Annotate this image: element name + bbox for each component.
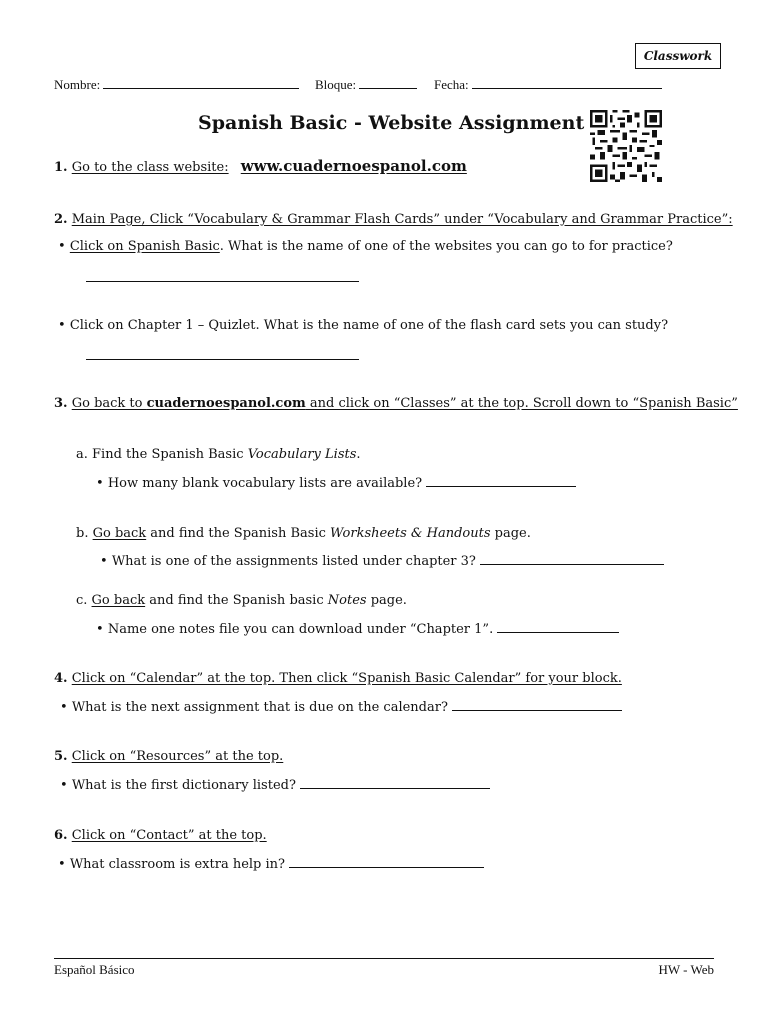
q3-b-post: page.	[490, 526, 531, 541]
nombre-field[interactable]	[103, 76, 299, 89]
q5-bullet	[60, 776, 490, 794]
q6-question: What classroom is extra help in?	[69, 857, 285, 872]
q2-answer-2[interactable]	[86, 345, 359, 364]
bullet-dot: •	[58, 239, 70, 254]
q3-pre: Go back to	[71, 396, 147, 411]
q3-number: 3.	[54, 396, 68, 411]
question-1	[54, 158, 467, 176]
q3-c-pre: c.	[76, 593, 92, 608]
question-5	[54, 749, 283, 765]
question-6	[54, 828, 267, 844]
q2-bullet-2	[58, 318, 668, 334]
q3-b-link: Go back	[92, 526, 147, 541]
bullet-dot: •	[96, 476, 108, 491]
bloque-row	[315, 76, 417, 93]
question-4	[54, 671, 622, 687]
q3-part-a	[76, 447, 361, 463]
question-3	[54, 396, 738, 412]
q3-c-em: Notes	[327, 593, 367, 608]
q1-number: 1.	[54, 160, 68, 175]
q2-b2-text: Click on Chapter 1 – Quizlet. What is the name of one of the flash card sets you can study?	[69, 318, 669, 333]
q4-text: Click on “Calendar” at the top. Then click “Spanish Basic Calendar” for your block.	[71, 671, 622, 686]
q4-bullet	[60, 698, 622, 716]
nombre-row	[54, 76, 299, 93]
q4-answer[interactable]	[452, 698, 622, 711]
bullet-dot: •	[96, 622, 108, 637]
footer-right: HW - Web	[658, 962, 714, 977]
fecha-row	[434, 76, 662, 93]
q3-b-question: What is one of the assignments listed under chapter 3?	[111, 554, 476, 569]
q3-b-em: Worksheets & Handouts	[330, 526, 491, 541]
q3-c-question: Name one notes file you can download under “Chapter 1”.	[107, 622, 494, 637]
q3-c-link: Go back	[91, 593, 146, 608]
bullet-dot: •	[58, 857, 70, 872]
q2-text: Main Page, Click “Vocabulary & Grammar Flash Cards” under “Vocabulary and Grammar Practice”:	[71, 212, 733, 227]
footer-divider	[54, 958, 714, 959]
footer-left: Español Básico	[54, 962, 135, 977]
q3-c-bullet	[96, 620, 619, 638]
q3-b-answer[interactable]	[480, 552, 664, 565]
q3-a-post: .	[356, 447, 361, 462]
q6-answer[interactable]	[289, 855, 484, 868]
question-2	[54, 212, 733, 228]
q3-c-mid: and find the Spanish basic	[145, 593, 328, 608]
q3-b-bullet	[100, 552, 664, 570]
qr-code-icon	[590, 109, 662, 183]
q1-text: Go to the class website:	[71, 160, 229, 175]
fecha-field[interactable]	[472, 76, 662, 89]
q3-b-mid: and find the Spanish Basic	[146, 526, 331, 541]
q5-text: Click on “Resources” at the top.	[71, 749, 284, 764]
q3-a-bullet	[96, 474, 576, 492]
q2-number: 2.	[54, 212, 68, 227]
bloque-label: Bloque:	[315, 77, 357, 92]
q3-c-answer[interactable]	[497, 620, 619, 633]
q2-b1-text: . What is the name of one of the websites you can go to for practice?	[219, 239, 673, 254]
nombre-label: Nombre:	[54, 77, 101, 92]
q3-a-em: Vocabulary Lists	[247, 447, 357, 462]
q3-a-question: How many blank vocabulary lists are available?	[107, 476, 423, 491]
q3-part-b	[76, 526, 531, 542]
q3-a-pre: a. Find the Spanish Basic	[76, 447, 248, 462]
q4-number: 4.	[54, 671, 68, 686]
q3-a-answer[interactable]	[426, 474, 576, 487]
q3-c-post: page.	[366, 593, 407, 608]
q4-question: What is the next assignment that is due on the calendar?	[71, 700, 448, 715]
q3-part-c	[76, 593, 407, 609]
q3-site: cuadernoespanol.com	[146, 396, 306, 411]
page-title: Spanish Basic - Website Assignment	[198, 112, 585, 134]
bullet-dot: •	[100, 554, 112, 569]
bullet-dot: •	[60, 700, 72, 715]
q6-bullet	[58, 855, 484, 873]
bullet-dot: •	[60, 778, 72, 793]
classwork-badge: Classwork	[635, 43, 721, 69]
bullet-dot: •	[58, 318, 70, 333]
class-website-link[interactable]: www.cuadernoespanol.com	[240, 157, 467, 175]
q2-bullet-1	[58, 239, 673, 255]
q5-number: 5.	[54, 749, 68, 764]
q3-post: and click on “Classes” at the top. Scroll down to “Spanish Basic”	[305, 396, 738, 411]
bloque-field[interactable]	[359, 76, 417, 89]
q6-text: Click on “Contact” at the top.	[71, 828, 267, 843]
q2-b1-link: Click on Spanish Basic	[69, 239, 220, 254]
q3-b-pre: b.	[76, 526, 93, 541]
q2-answer-1[interactable]	[86, 267, 359, 286]
q5-question: What is the first dictionary listed?	[71, 778, 296, 793]
q5-answer[interactable]	[300, 776, 490, 789]
fecha-label: Fecha:	[434, 77, 469, 92]
q6-number: 6.	[54, 828, 68, 843]
